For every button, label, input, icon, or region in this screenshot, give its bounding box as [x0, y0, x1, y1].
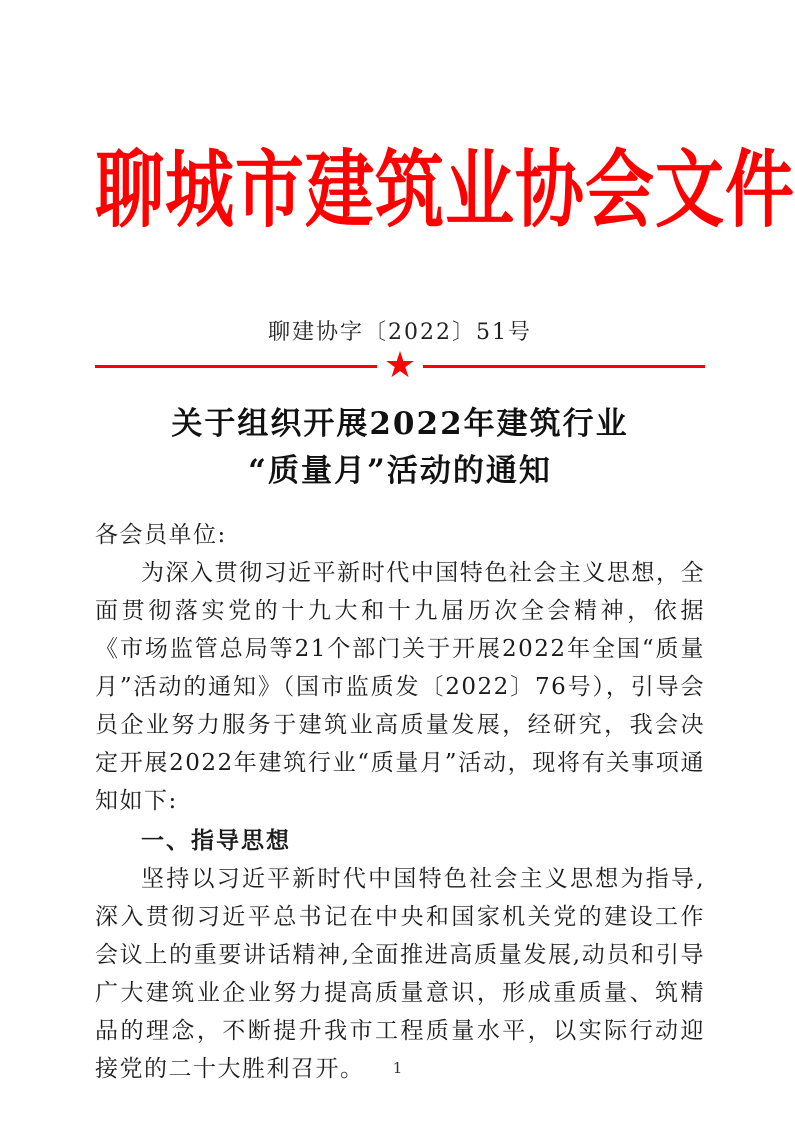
notice-body [95, 516, 705, 1088]
notice-title-line2: “质量月”活动的通知 [248, 453, 552, 489]
section-1-paragraph: 坚持以习近平新时代中国特色社会主义思想为指导,深入贯彻习近平总书记在中央和国家机关党的建设工作会议上的重要讲话精神,全面推进高质量发展,动员和引导广大建筑业企业努力提高质量意识，形成重质量、筑精品的理念，不断提升我市工程质量水平，以实际行动迎接党的二十大胜利召开。 [95, 866, 705, 1082]
red-rule-left [95, 365, 377, 368]
page-number: 1 [392, 1059, 403, 1077]
salutation: 各会员单位: [95, 522, 227, 548]
red-rule-right [423, 365, 705, 368]
section-1-heading: 一、指导思想 [141, 828, 291, 854]
red-divider [95, 345, 705, 386]
notice-title [95, 401, 705, 495]
intro-paragraph: 为深入贯彻习近平新时代中国特色社会主义思想，全面贯彻落实党的十九大和十九届历次全会精神，依据《市场监管总局等21个部门关于开展2022年全国“质量月”活动的通知》（国市监质发〔2022〕76号），引导会员企业努力服务于建筑业高质量发展，经研究，我会决定开展2022年建筑行业“质量月”活动，现将有关事项通知如下: [95, 560, 705, 814]
document-content [0, 140, 795, 1088]
document-number: 聊建协字〔2022〕51号 [268, 320, 532, 345]
letterhead-org-title: 聊城市建筑业协会文件 [95, 140, 795, 240]
star-icon: ★ [383, 345, 417, 386]
notice-title-line1: 关于组织开展2022年建筑行业 [171, 406, 629, 442]
